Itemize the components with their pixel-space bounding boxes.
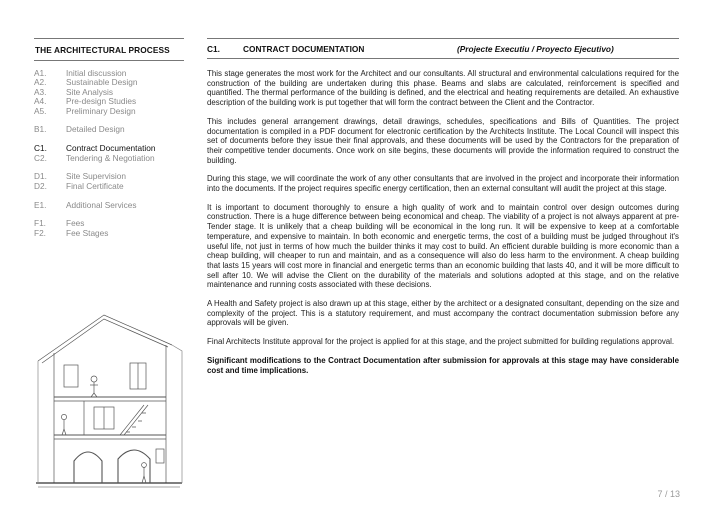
toc-label: Pre-design Studies: [66, 96, 137, 107]
body-paragraph: This includes general arrangement drawings, detail drawings, schedules, specifications and Bills of Quantities. The project documentation is compiled in a PDF document for electronic certification by the Architects Institute. The Local Council will inspect this set of documents before they issue their final approvals, and these documents will be used by the Contractors for the preparation of their competitive tender documents. Once work on site begins, these documents will provide the information required to construct the building.: [207, 116, 679, 165]
toc-label: Contract Documentation: [66, 143, 156, 154]
toc-label: Site Supervision: [66, 171, 126, 182]
toc-number: E1.: [34, 199, 47, 210]
toc-item-d2[interactable]: [34, 182, 184, 191]
toc-label: Final Certificate: [66, 180, 124, 191]
main-content: [207, 38, 679, 384]
toc-label: Additional Services: [66, 199, 137, 210]
body-paragraph: Final Architects Institute approval for the project is applied for at this stage, and the project submitted for building regulations approval.: [207, 337, 675, 347]
page-number: 7 / 13: [657, 489, 680, 499]
toc-item-b1[interactable]: [34, 125, 184, 134]
toc-number: D2.: [34, 180, 47, 191]
sidebar: [34, 38, 184, 238]
toc-list: [34, 69, 184, 238]
toc-number: C2.: [34, 152, 47, 163]
sidebar-title: THE ARCHITECTURAL PROCESS: [34, 38, 184, 61]
toc-number: C1.: [34, 143, 47, 154]
toc-number: B1.: [34, 124, 47, 135]
toc-label: Sustainable Design: [66, 77, 138, 88]
toc-item-f1[interactable]: [34, 219, 184, 228]
toc-spacer: [34, 210, 184, 219]
section-subtitle: (Projecte Executiu / Proyecto Ejecutivo): [457, 44, 614, 54]
toc-label: Detailed Design: [66, 124, 125, 135]
toc-label: Preliminary Design: [66, 105, 136, 116]
body-paragraph: A Health and Safety project is also drawn up at this stage, either by the architect or a designated consultant, depending on the size and complexity of the project. This is a statutory requirement, and must accompany the contract documentation submission before any approvals will be given.: [207, 299, 679, 328]
toc-label: Fees: [66, 218, 85, 229]
section-code: C1.: [207, 44, 220, 54]
building-section-sketch: [34, 305, 184, 495]
toc-number: A5.: [34, 105, 47, 116]
toc-item-a5[interactable]: [34, 107, 184, 116]
toc-item-f2[interactable]: [34, 229, 184, 238]
toc-label: Tendering & Negotiation: [66, 152, 155, 163]
toc-number: A4.: [34, 96, 47, 107]
toc-number: F2.: [34, 227, 46, 238]
toc-number: A1.: [34, 68, 47, 78]
toc-number: D1.: [34, 171, 47, 182]
closing-note: Significant modifications to the Contract Documentation after submission for approvals at this stage may have considerable cost and time implications.: [207, 355, 679, 375]
toc-number: A2.: [34, 77, 47, 88]
toc-label: Site Analysis: [66, 86, 114, 97]
section-body: [207, 69, 679, 375]
toc-number: A3.: [34, 86, 47, 97]
toc-item-e1[interactable]: [34, 201, 184, 210]
body-paragraph: During this stage, we will coordinate the work of any other consultants that are involved in the project and incorporate their information into the documents. If the project requires specific energy certification, then an external consultant will audit the project at this stage.: [207, 174, 679, 194]
toc-number: F1.: [34, 218, 46, 229]
toc-label: Fee Stages: [66, 227, 109, 238]
section-header: [207, 38, 679, 59]
toc-item-c2[interactable]: [34, 154, 184, 163]
body-paragraph: It is important to document thoroughly to ensure a high quality of work and to maintain control over design outcomes during construction. There is a huge difference between being economical and cheap. The viability of a project is not always apparent at pre-Tender stage. It is unlikely that a cheap building will be economical in the long run. It will be expensive to keep at a comfortable temperature, and expensive to maintain. In both economic and energetic terms, the cost of a building must be judged throughout it's useful life, not just in terms of how much the builder thinks it may cost to build. An efficient durable building is more economic than a cheap building, will cheaper to run and maintain, and as a consequence will also do less harm to the environment. A cheap building that lasts 15 years will cost more in financial and energetic terms than an economic building that lasts 40, and it will be more difficult to sell after 10. We will advise the Client on the durability of the materials and solutions adopted at this stage, and on the relative maintenance and running costs associated with these decisions.: [207, 202, 679, 290]
body-paragraph: This stage generates the most work for the Architect and our consultants. All structural and environmental calculations required for the construction of the building are undertaken during this phase. Beams and slabs are calculated, reinforcement is specified and quantified. The thermal performance of the building is defined, and the electrical and heating requirements are detailed. An exhaustive description of the building work is put together that will form the contract between the Client and the Contractor.: [207, 69, 679, 108]
toc-label: Initial discussion: [66, 68, 127, 78]
section-title: CONTRACT DOCUMENTATION: [243, 44, 365, 54]
